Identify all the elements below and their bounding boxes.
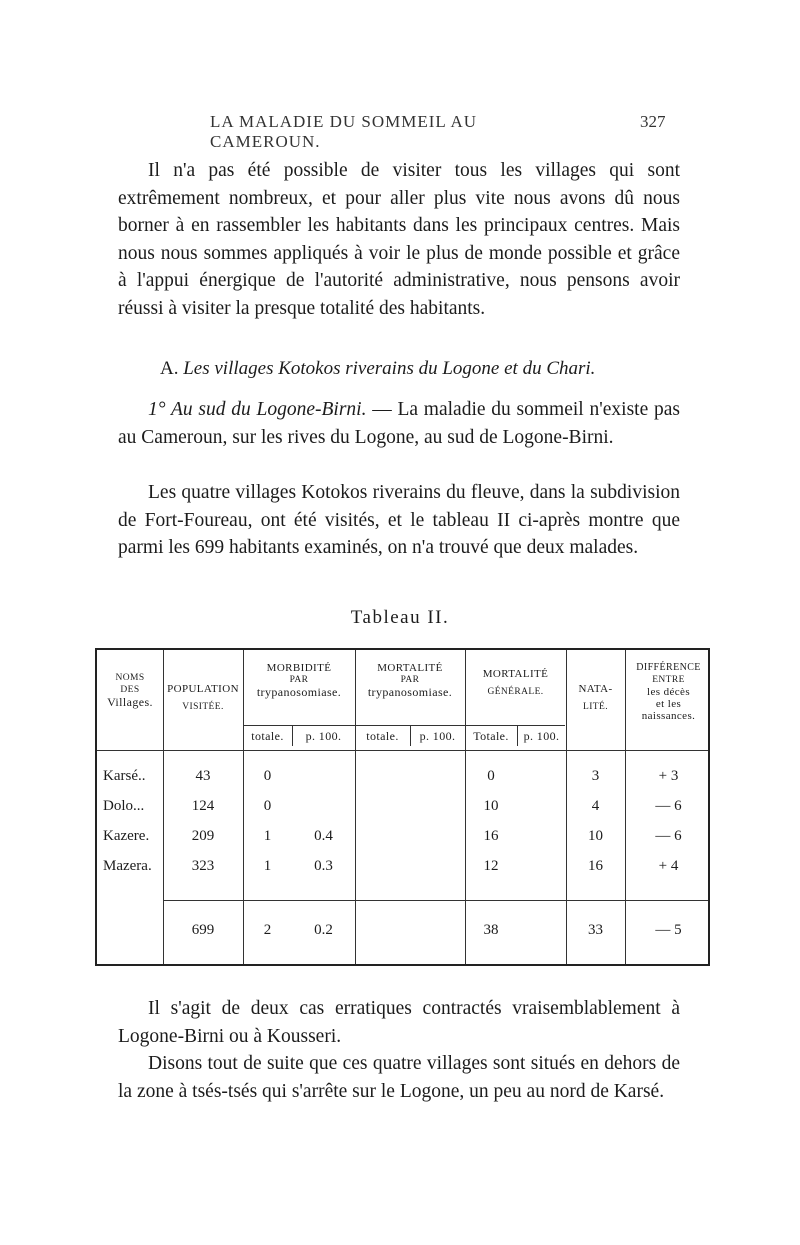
subheader-morb-totale: totale.	[251, 729, 284, 743]
header-natalite: NATA- LITÉ.	[578, 683, 613, 712]
header-mortalite-gen: MORTALITÉ GÉNÉRALE.	[482, 668, 549, 697]
subheader-mort-p100: p. 100.	[419, 729, 456, 743]
header-difference: DIFFÉRENCE ENTRE les décès et les naissances.	[636, 662, 701, 722]
header-mortalite-tryp: MORTALITÉ PAR trypanosomiase.	[367, 662, 453, 699]
paragraph-2	[118, 396, 680, 451]
page-number: 327	[640, 112, 666, 131]
paragraph-2-rest: — La maladie du sommeil n'existe pas au Cameroun, sur les rives du Logone, au sud de Logone-Birni.	[118, 399, 680, 448]
data-table: NOMS DES Villages. POPULATION VISITÉE. MORBIDITÉ PAR trypanosomiase. MORTALITÉ PAR trypanosomiase. MORTALITÉ GÉNÉRALE. NATA- LITÉ. DIFFÉRENCE ENTRE les décès et les naissances. totale. p. 100. totale. p. 100. Totale. p. 100. Karsé.. 43 0 0 3 + 3 Dolo... 124 0 10 4 — 6 Kazere. 209 1 0.4 16 10 — 6 Mazera. 323 1 0.3 12 16 + 4 699 2 0.2 38 33 — 5	[95, 648, 710, 966]
subheader-gen-totale: Totale.	[473, 729, 509, 743]
subheader-gen-p100: p. 100.	[523, 729, 560, 743]
paragraph-3: Les quatre villages Kotokos riverains du fleuve, dans la subdivision de Fort-Foureau, ont été visités, et le tableau II ci-après montre que parmi les 699 habitants examinés, on n'a trouvé que deux malades.	[118, 482, 680, 558]
section-heading	[160, 358, 595, 380]
section-title: Les villages Kotokos riverains du Logone et du Chari.	[183, 358, 596, 379]
paragraph-4: Il s'agit de deux cas erratiques contractés vraisemblablement à Logone-Birni ou à Kousseri.	[118, 998, 680, 1047]
subheader-morb-p100: p. 100.	[305, 729, 342, 743]
header-population: POPULATION VISITÉE.	[167, 683, 239, 712]
paragraph-1: Il n'a pas été possible de visiter tous les villages qui sont extrêmement nombreux, et pour aller plus vite nous avons dû nous borner à en rassembler les habitants dans les principaux centres. Mais nous nous sommes appliqués à voir le plus de monde possible et grâce à l'appui énergique de l'autorité administrative, nous pensons avoir réussi à visiter la presque totalité des habitants.	[118, 160, 680, 319]
paragraph-5: Disons tout de suite que ces quatre villages sont situés en dehors de la zone à tsés-tsés qui s'arrête sur le Logone, un peu au nord de Karsé.	[118, 1053, 680, 1102]
header-morbidite: MORBIDITÉ PAR trypanosomiase.	[256, 662, 342, 699]
table-title: Tableau II.	[350, 607, 450, 628]
section-prefix: A.	[160, 358, 179, 379]
subheader-mort-totale: totale.	[366, 729, 399, 743]
header-noms: NOMS DES Villages.	[107, 673, 153, 709]
paragraph-2-lead: 1° Au sud du Logone-Birni.	[148, 399, 367, 420]
running-title: LA MALADIE DU SOMMEIL AU CAMEROUN.	[210, 112, 478, 151]
